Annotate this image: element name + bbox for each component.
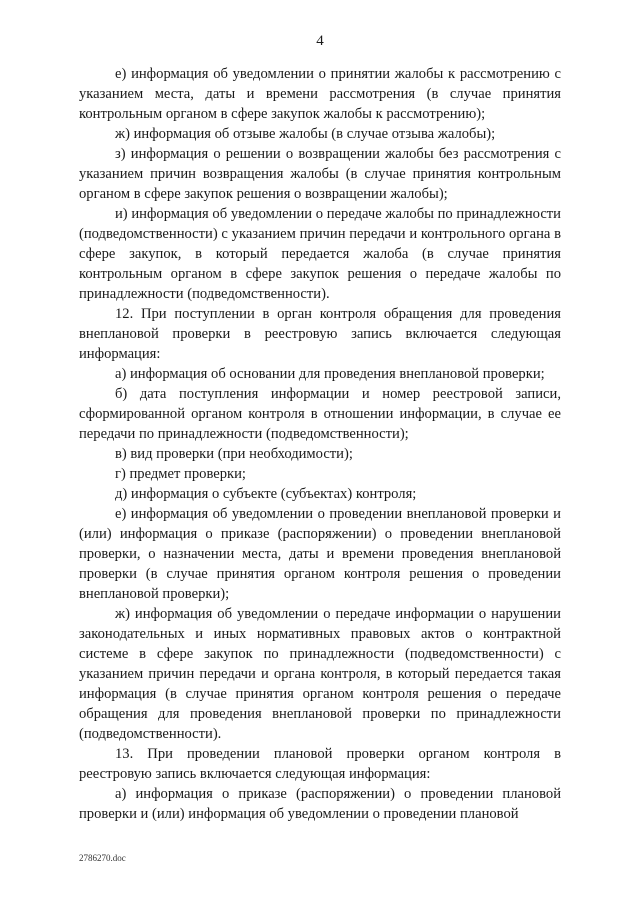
document-body	[79, 64, 561, 824]
paragraph: а) информация о приказе (распоряжении) о проведении плановой проверки и (или) информация об уведомлении о проведении плановой	[79, 786, 561, 822]
footer-filename: 2786270.doc	[79, 853, 126, 863]
paragraph: 12. При поступлении в орган контроля обращения для проведения внеплановой проверки в реестровую запись включается следующая информация:	[79, 306, 561, 362]
page-number: 4	[316, 33, 324, 49]
paragraph: 13. При проведении плановой проверки органом контроля в реестровую запись включается следующая информация:	[79, 746, 561, 782]
paragraph: б) дата поступления информации и номер реестровой записи, сформированной органом контроля в отношении информации, в случае ее передачи по принадлежности (подведомственности);	[79, 386, 561, 442]
paragraph: г) предмет проверки;	[115, 466, 246, 482]
paragraph: е) информация об уведомлении о проведении внеплановой проверки и (или) информация о приказе (распоряжении) о проведении внеплановой проверки, о назначении места, даты и времени проведения внеплановой проверки (в случае принятия органом контроля решения о проведении внеплановой проверки);	[79, 506, 561, 602]
paragraph: ж) информация об уведомлении о передаче информации о нарушении законодательных и иных нормативных правовых актов о контрактной системе в сфере закупок по принадлежности (подведомственности) с указанием причин передачи и органа контроля, в который передается такая информация (в случае принятия органом контроля решения о передаче обращения для проведения внеплановой проверки по принадлежности (подведомственности).	[79, 606, 561, 742]
paragraph: е) информация об уведомлении о принятии жалобы к рассмотрению с указанием места, даты и времени рассмотрения (в случае принятия контрольным органом в сфере закупок жалобы к рассмотрению);	[79, 66, 561, 122]
paragraph: д) информация о субъекте (субъектах) контроля;	[115, 486, 417, 502]
paragraph: в) вид проверки (при необходимости);	[115, 446, 353, 462]
paragraph: и) информация об уведомлении о передаче жалобы по принадлежности (подведомственности) с указанием причин передачи и контрольного органа в сфере закупок, в который передается жалоба (в случае принятия контрольным органом в сфере закупок решения о передаче жалобы по принадлежности (подведомственности).	[79, 206, 561, 302]
paragraph: ж) информация об отзыве жалобы (в случае отзыва жалобы);	[115, 126, 496, 142]
paragraph: з) информация о решении о возвращении жалобы без рассмотрения с указанием причин возвращения жалобы (в случае принятия контрольным органом в сфере закупок решения о возвращении жалобы);	[79, 146, 561, 202]
paragraph: а) информация об основании для проведения внеплановой проверки;	[115, 366, 545, 382]
